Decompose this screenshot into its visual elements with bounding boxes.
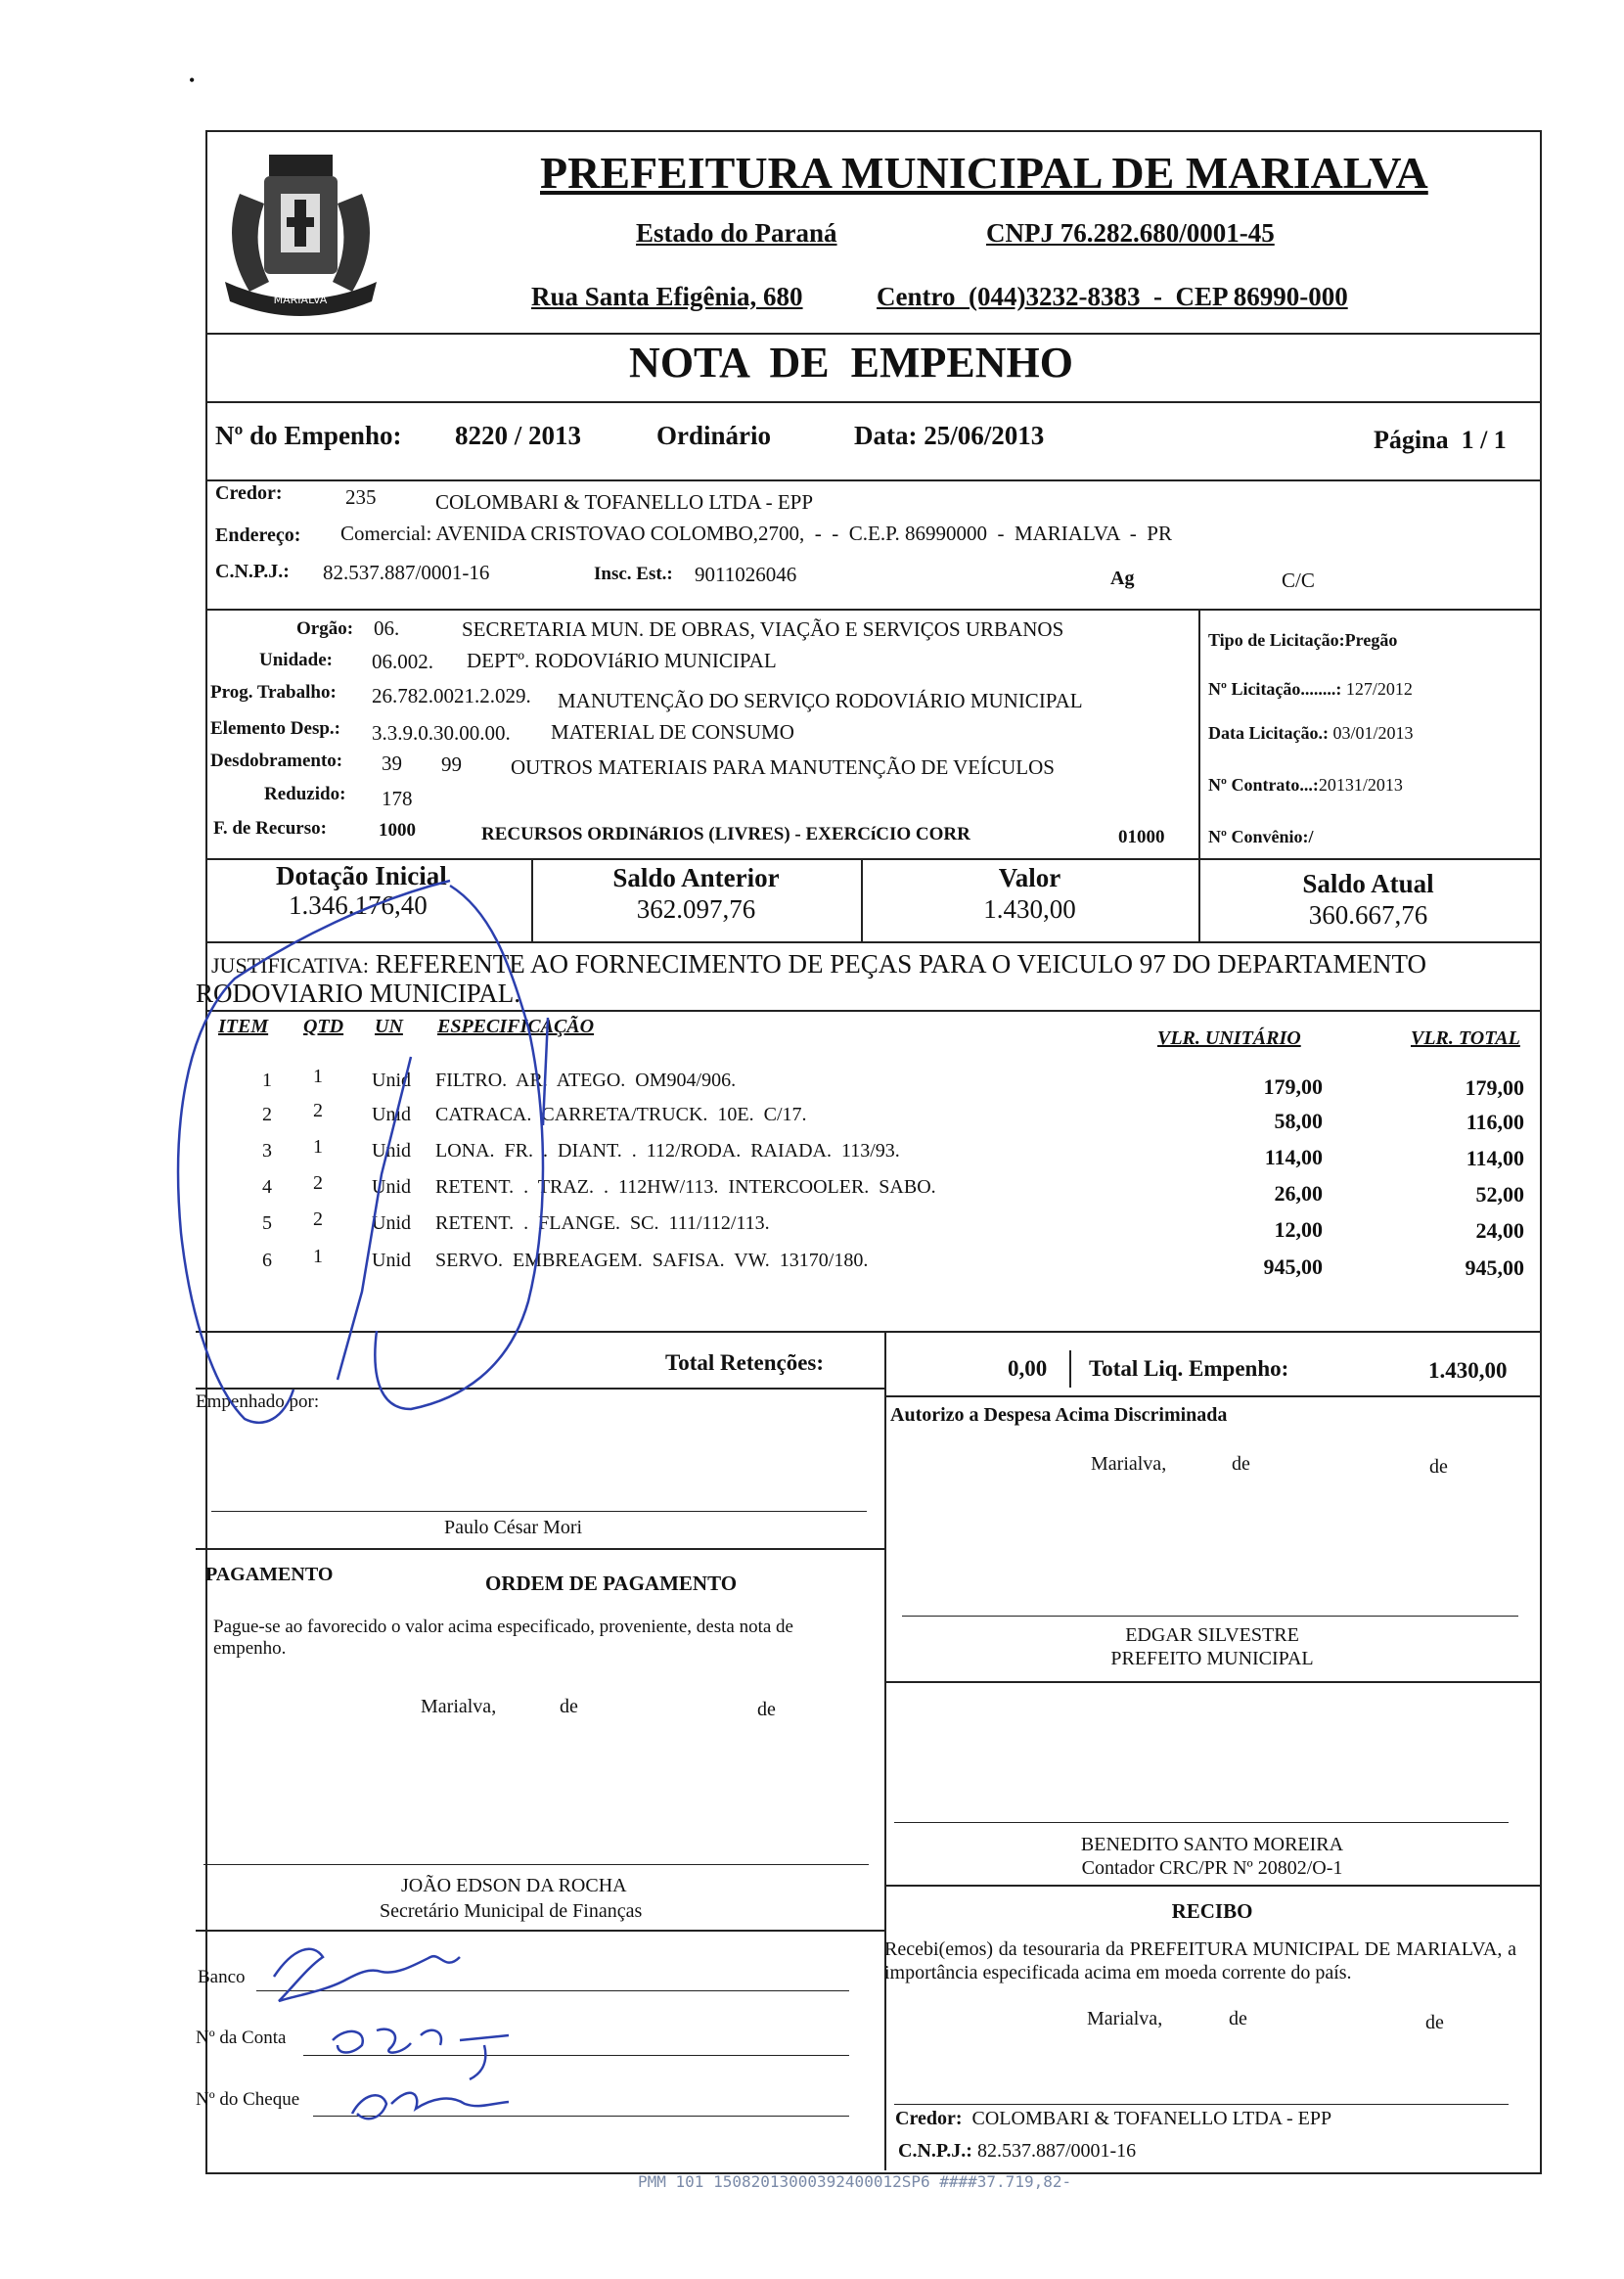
recibo-text: Recebi(emos) da tesouraria da PREFEITURA MUNICIPAL DE MARIALVA, a importância especificada acima em moeda corrente do país.: [884, 1938, 1516, 1983]
cheque-label: Nº do Cheque: [196, 2089, 300, 2110]
row-vlr-total: 24,00: [1475, 1218, 1524, 1243]
divider: [205, 1010, 1540, 1012]
row-vlr-unitario: 58,00: [1274, 1109, 1323, 1133]
valor-value: 1.430,00: [983, 894, 1076, 924]
divider: [196, 1548, 885, 1550]
row-un: Unid: [372, 1212, 411, 1234]
empenhado-name: Paulo César Mori: [444, 1517, 583, 1538]
ordem-label: ORDEM DE PAGAMENTO: [485, 1572, 738, 1595]
col-vlr-unitario: VLR. UNITÁRIO: [1157, 1027, 1301, 1049]
secretario-name: JOÃO EDSON DA ROCHA: [401, 1875, 627, 1896]
cheque-field[interactable]: [313, 2116, 849, 2117]
svg-text:MARIALVA: MARIALVA: [273, 294, 328, 306]
recurso-code: 1000: [379, 820, 416, 841]
orgao-code: 06.: [374, 616, 400, 640]
empenho-type: Ordinário: [656, 421, 772, 450]
row-especificacao: RETENT. . TRAZ. . 112HW/113. INTERCOOLER. SABO.: [435, 1176, 936, 1198]
pag-city: Marialva,: [421, 1696, 497, 1717]
row-item: 5: [262, 1212, 272, 1234]
saldo-anterior-value: 362.097,76: [636, 894, 756, 924]
prog-desc: MANUTENÇÃO DO SERVIÇO RODOVIÁRIO MUNICIPAL: [558, 689, 1083, 712]
signature-line: [894, 2104, 1509, 2105]
reduzido-label: Reduzido:: [264, 784, 346, 804]
row-item: 1: [262, 1070, 272, 1091]
orgao-label: Orgão:: [296, 618, 354, 639]
row-qtd: 1: [313, 1066, 323, 1087]
tipo-licitacao: Tipo de Licitação:Pregão: [1208, 630, 1398, 650]
empenho-number: 8220 / 2013: [455, 421, 582, 450]
header-title: PREFEITURA MUNICIPAL DE MARIALVA: [540, 148, 1428, 198]
address-label: Endereço:: [215, 524, 301, 546]
row-especificacao: LONA. FR. . DIANT. . 112/RODA. RAIADA. 113/93.: [435, 1140, 900, 1162]
col-item: ITEM: [218, 1016, 269, 1037]
row-qtd: 2: [313, 1100, 323, 1121]
row-vlr-total: 116,00: [1466, 1110, 1524, 1134]
num-licitacao: Nº Licitação........: 127/2012: [1208, 679, 1413, 699]
empenhado-label: Empenhado por:: [196, 1391, 320, 1412]
col-especificacao: ESPECIFICAÇÃO: [437, 1016, 595, 1037]
credor-label: Credor:: [215, 482, 283, 504]
row-especificacao: CATRACA. CARRETA/TRUCK. 10E. C/17.: [435, 1104, 807, 1125]
header-address: Rua Santa Efigênia, 680: [531, 282, 803, 311]
retencoes-label: Total Retenções:: [665, 1350, 825, 1375]
col-qtd: QTD: [303, 1016, 344, 1037]
divider: [1069, 1350, 1071, 1388]
header-state: Estado do Paraná: [636, 218, 837, 248]
credor-address: Comercial: AVENIDA CRISTOVAO COLOMBO,2700, - - C.E.P. 86990000 - MARIALVA - PR: [340, 522, 1172, 545]
signature-line: [203, 1864, 869, 1865]
empenho-date: Data: 25/06/2013: [854, 421, 1045, 450]
divider: [884, 1395, 1540, 1397]
recibo-title: RECIBO: [1171, 1899, 1253, 1923]
row-qtd: 1: [313, 1136, 323, 1158]
city-crest: [210, 135, 391, 331]
doc-title: NOTA DE EMPENHO: [629, 339, 1073, 387]
dotacao-value: 1.346.176,40: [289, 890, 428, 920]
orgao-desc: SECRETARIA MUN. DE OBRAS, VIAÇÃO E SERVIÇOS URBANOS: [462, 617, 1064, 641]
divider: [1198, 609, 1200, 860]
credor-code: 235: [345, 485, 377, 509]
scan-mark: •: [189, 70, 196, 90]
num-contrato: Nº Contrato...:20131/2013: [1208, 775, 1403, 795]
rec-city: Marialva,: [1087, 2008, 1163, 2029]
row-un: Unid: [372, 1176, 411, 1198]
signature-line: [211, 1511, 867, 1512]
elem-label: Elemento Desp.:: [210, 718, 340, 739]
pague-text: Pague-se ao favorecido o valor acima especificado, proveniente, desta nota de empenho.: [213, 1617, 793, 1659]
ag-label: Ag: [1110, 568, 1135, 589]
desd-a: 39: [382, 752, 402, 775]
divider: [884, 1681, 1540, 1683]
divider: [205, 858, 1540, 860]
banco-label: Banco: [198, 1967, 246, 1987]
pagamento-label: PAGAMENTO: [205, 1564, 334, 1585]
row-vlr-unitario: 945,00: [1263, 1254, 1323, 1279]
justificativa: JUSTIFICATIVA: REFERENTE AO FORNECIMENTO DE PEÇAS PARA O VEICULO 97 DO DEPARTAMENTO: [211, 949, 1427, 979]
liq-value: 1.430,00: [1428, 1358, 1508, 1383]
saldo-atual-value: 360.667,76: [1308, 900, 1428, 930]
row-qtd: 2: [313, 1172, 323, 1194]
data-licitacao: Data Licitação.: 03/01/2013: [1208, 723, 1414, 743]
col-vlr-total: VLR. TOTAL: [1411, 1027, 1520, 1049]
credor-name: COLOMBARI & TOFANELLO LTDA - EPP: [435, 490, 814, 514]
row-vlr-unitario: 179,00: [1263, 1074, 1323, 1099]
row-vlr-total: 114,00: [1466, 1146, 1524, 1170]
dotacao-label: Dotação Inicial: [276, 861, 447, 890]
credor-insc: 9011026046: [695, 563, 797, 586]
divider: [205, 609, 1540, 611]
retencoes-value: 0,00: [1008, 1356, 1048, 1381]
row-un: Unid: [372, 1140, 411, 1162]
rec-cnpj: C.N.P.J.: 82.537.887/0001-16: [898, 2140, 1137, 2162]
rec-de2: de: [1425, 2012, 1444, 2033]
row-vlr-unitario: 114,00: [1264, 1145, 1323, 1169]
crest-icon: [210, 135, 391, 331]
liq-label: Total Liq. Empenho:: [1089, 1356, 1289, 1381]
divider: [196, 1331, 1540, 1333]
divider: [196, 1388, 885, 1390]
empenho-page: Página 1 / 1: [1374, 426, 1507, 454]
prefeito-title: PREFEITO MUNICIPAL: [1110, 1648, 1314, 1669]
desd-desc: OUTROS MATERIAIS PARA MANUTENÇÃO DE VEÍCULOS: [511, 755, 1055, 779]
rec-credor: Credor: COLOMBARI & TOFANELLO LTDA - EPP: [895, 2108, 1332, 2129]
row-vlr-unitario: 26,00: [1274, 1181, 1323, 1206]
saldo-atual-label: Saldo Atual: [1302, 869, 1434, 898]
secretario-title: Secretário Municipal de Finanças: [380, 1900, 643, 1922]
autorizo-label: Autorizo a Despesa Acima Discriminada: [890, 1404, 1228, 1426]
footer-stamp: PMM 101 15082013000392400012SP6 ####37.719,82-: [638, 2172, 1072, 2191]
aut-de1: de: [1232, 1453, 1250, 1475]
row-vlr-total: 179,00: [1465, 1075, 1524, 1100]
prefeito-name: EDGAR SILVESTRE: [1125, 1624, 1299, 1646]
num-convenio: Nº Convênio:/: [1208, 827, 1314, 846]
aut-city: Marialva,: [1091, 1453, 1167, 1475]
divider: [884, 1885, 1540, 1887]
row-qtd: 2: [313, 1208, 323, 1230]
prog-code: 26.782.0021.2.029.: [372, 684, 531, 707]
divider: [196, 1930, 885, 1932]
row-un: Unid: [372, 1070, 411, 1091]
row-especificacao: SERVO. EMBREAGEM. SAFISA. VW. 13170/180.: [435, 1250, 869, 1271]
row-vlr-total: 52,00: [1475, 1182, 1524, 1207]
pag-de2: de: [757, 1699, 776, 1720]
conta-label: Nº da Conta: [196, 2028, 287, 2048]
unidade-code: 06.002.: [372, 650, 433, 673]
header-cnpj: CNPJ 76.282.680/0001-45: [986, 218, 1275, 248]
prog-label: Prog. Trabalho:: [210, 682, 337, 703]
cc-label: C/C: [1282, 569, 1315, 592]
header-contact: Centro (044)3232-8383 - CEP 86990-000: [877, 282, 1348, 311]
unidade-label: Unidade:: [259, 650, 333, 670]
signature-line: [902, 1616, 1518, 1617]
insc-label: Insc. Est.:: [594, 564, 673, 584]
conta-field[interactable]: [303, 2055, 849, 2056]
justificativa-line2: RODOVIARIO MUNICIPAL.: [196, 979, 521, 1008]
row-item: 6: [262, 1250, 272, 1271]
recurso-label: F. de Recurso:: [213, 818, 327, 839]
contador-title: Contador CRC/PR Nº 20802/O-1: [1081, 1857, 1343, 1879]
rec-de1: de: [1229, 2008, 1247, 2029]
row-un: Unid: [372, 1104, 411, 1125]
saldo-anterior-label: Saldo Anterior: [612, 863, 780, 892]
divider: [205, 401, 1540, 403]
row-qtd: 1: [313, 1246, 323, 1267]
divider: [884, 1333, 886, 1388]
reduzido-value: 178: [382, 787, 413, 810]
contador-name: BENEDITO SANTO MOREIRA: [1080, 1834, 1344, 1855]
cnpj-label: C.N.P.J.:: [215, 561, 290, 582]
credor-cnpj: 82.537.887/0001-16: [323, 561, 490, 584]
elem-desc: MATERIAL DE CONSUMO: [551, 720, 794, 744]
elem-code: 3.3.9.0.30.00.00.: [372, 721, 511, 745]
row-especificacao: RETENT. . FLANGE. SC. 111/112/113.: [435, 1212, 770, 1234]
desd-b: 99: [441, 752, 462, 776]
unidade-desc: DEPTº. RODOVIáRIO MUNICIPAL: [467, 649, 777, 672]
col-un: UN: [375, 1016, 403, 1037]
row-vlr-unitario: 12,00: [1274, 1217, 1323, 1242]
desd-label: Desdobramento:: [210, 751, 343, 771]
row-item: 3: [262, 1140, 272, 1162]
recurso-code2: 01000: [1118, 827, 1165, 847]
pag-de1: de: [560, 1696, 578, 1717]
divider: [205, 479, 1540, 481]
recurso-desc: RECURSOS ORDINáRIOS (LIVRES) - EXERCíCIO CORR: [481, 824, 970, 844]
empenho-label: Nº do Empenho:: [215, 421, 402, 450]
row-item: 2: [262, 1104, 272, 1125]
valor-label: Valor: [998, 863, 1061, 892]
aut-de2: de: [1429, 1456, 1448, 1478]
divider: [205, 941, 1540, 943]
signature-line: [894, 1822, 1509, 1823]
divider: [884, 1388, 886, 2170]
divider: [205, 333, 1540, 335]
row-vlr-total: 945,00: [1465, 1255, 1524, 1280]
banco-field[interactable]: [256, 1990, 849, 1991]
row-item: 4: [262, 1176, 272, 1198]
row-un: Unid: [372, 1250, 411, 1271]
row-especificacao: FILTRO. AR. ATEGO. OM904/906.: [435, 1070, 737, 1091]
